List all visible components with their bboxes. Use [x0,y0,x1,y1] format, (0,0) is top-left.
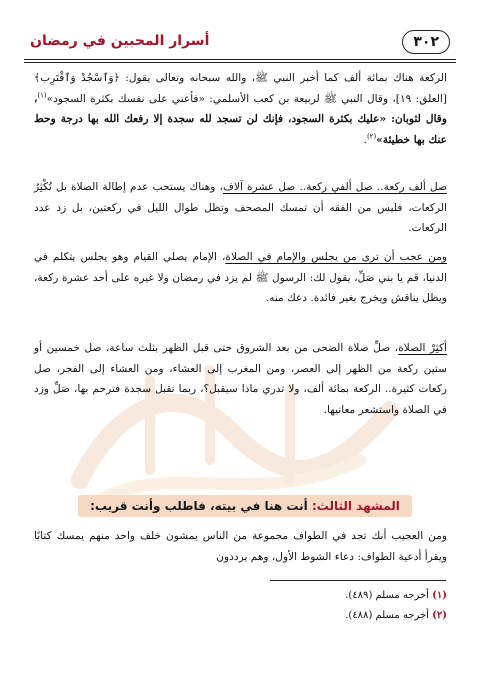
scene-label: المشهد الثالث: [311,499,400,513]
footnote-1 [34,586,447,606]
footnote-ref-1: (١) [37,90,47,99]
footnote-1-number: (١) [432,590,447,601]
paragraph-1 [34,68,447,171]
footnotes [34,586,447,626]
paragraph-1-text: الركعة هناك بمائة ألف كما أخبر النبي ﷺ، والله سبحانه وتعالى يقول: ﴿وَٱسْجُدْ وَٱقْتَرِب﴾ [العلق: ١٩]، وقال النبي ﷺ لربيعة بن كعب الأسلمي: «فأعني على نفسك بكثرة السجود» [34,72,448,105]
paragraph-5: ومن العجيب أنك تجد في الطواف مجموعة من الناس يمشون خلف واحد منهم يمسك كتابًا ويقرأ أدعية الطواف: دعاء الشوط الأول، وهم يرددون [34,530,447,563]
paragraph-2-rest: ، وهناك يستحب عدم إطالة الصلاة بل تُكْثِرُ الركعات، فليس من الفقه أن تمسك المصحف وتظل طوال الليل في ركعتين، بل زد عدد الركعات. [34,181,447,234]
header-rule [24,59,456,60]
paragraph-3 [34,247,447,333]
main-text-continued [34,526,447,567]
scene-heading-box [78,495,412,517]
footnote-2 [34,606,447,626]
paragraph-4-lead: أكثِرْ الصلاة [398,342,447,354]
paragraph-4 [34,338,447,463]
paragraph-1-mid: ، وقال لثوبان: «عليك بكثرة السجود، فإنك لن تسجد لله سجدة إلا رفعك الله بها درجة وحط عنك بها خطيئة» [34,92,447,146]
footnote-rule [270,580,446,581]
footnote-1-text: أخرجه مسلم (٤٨٩). [345,590,429,601]
footnote-ref-2: (٢) [366,131,377,140]
paragraph-2-lead: صل ألف ركعة.. صل ألفي ركعة.. صل عشرة آلاف [222,181,447,193]
footnote-2-text: أخرجه مسلم (٤٨٨). [345,610,429,621]
paragraph-4-rest: ، صلِّ صلاة الضحى من بعد الشروق حتى قبل الظهر بثلث ساعة، صل خمسين أو ستين ركعة من الظهر إلى العصر، ومن المغرب إلى العشاء، ومن العشاء إلى الفجر، صل ركعات كثيرة.. الركعة بمائة ألف، ولا تدري ماذا سيقبل؟، ربما تقبل سجدة فترحم بها، صَلِّ وزد في الصلاة واستشعر معانيها. [34,342,447,416]
scene-text: أنت هنا في بيته، فاطلب وأنت قريب: [90,499,308,513]
header-rule-thin [24,62,456,63]
running-title: أسرار المحبين في رمضان [30,33,210,49]
paragraph-3-lead: ومن عجب أن ترى من يجلس والإمام في الصلاة [225,251,447,263]
paragraph-1-end: . [363,133,367,146]
paragraph-3-rest: ، الإمام يصلي القيام وهو يجلس يتكلم في الدنيا، قم يا بني صَلِّ، يقول لك: الرسول ﷺ لم يزد في رمضان ولا غيره على أحد عشرة ركعة، ويظل يناقش ويخرج بغير فائدة. دعك منه. [34,251,447,304]
page-number: ٣٠٢ [402,30,450,54]
footnote-2-number: (٢) [432,610,447,621]
main-text [34,68,447,463]
paragraph-2 [34,177,447,243]
page-header [24,30,456,56]
